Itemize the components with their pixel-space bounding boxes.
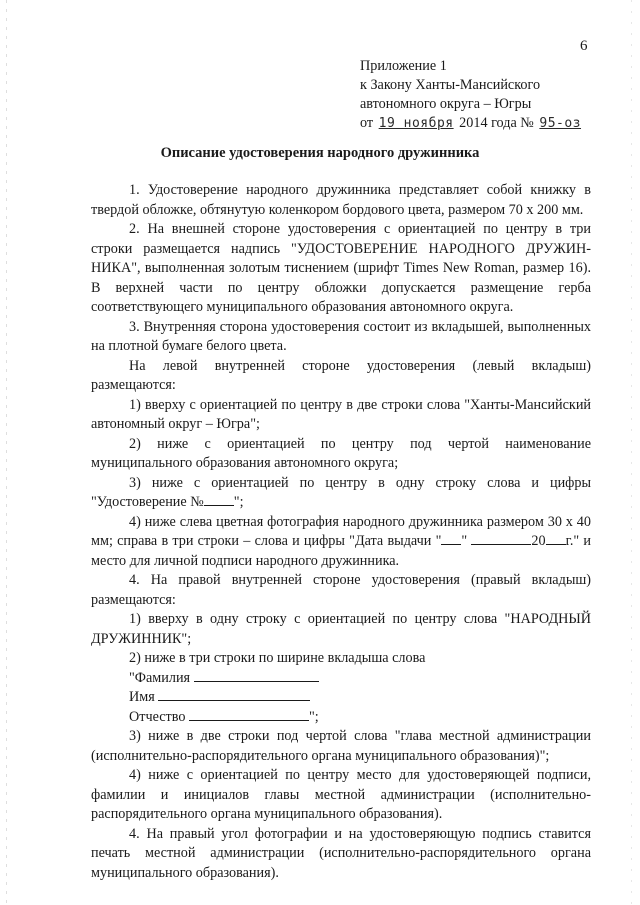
paragraph-1: 1. Удостоверение народного дружинника представляет собой книжку в твердой обложке, обтянутую коленкором бордового цвета, размером 70 х 200 мм. [91, 182, 591, 218]
month-blank [471, 532, 531, 545]
date-year-text: 2014 года № [459, 115, 534, 131]
scan-edge-right [631, 0, 632, 905]
fio-patronymic-label: Отчество [129, 708, 186, 725]
date-prefix: от [360, 115, 374, 131]
fio-name-label: Имя [129, 689, 155, 705]
fio-surname-label: "Фамилия [129, 669, 191, 686]
paragraph-8-end: г." и место для личной подписи народного дружинника. [91, 533, 591, 569]
paragraph-6: 2) ниже с ориентацией по центру под чертой наименование муниципального образования автономного округа; [91, 435, 591, 471]
number-blank [204, 493, 234, 506]
fio-end: "; [308, 708, 319, 725]
appendix-line-2: к Закону Ханты-Мансийского [360, 77, 541, 93]
paragraph-7 [91, 474, 591, 513]
document-title: Описание удостоверения народного дружинника [160, 145, 480, 161]
paragraph-12: 3) ниже в две строки под чертой слова "глава местной администрации (исполнительно-распорядительного органа муниципального образования)"; [91, 728, 591, 764]
appendix-line-1: Приложение 1 [360, 58, 447, 74]
paragraph-5: 1) вверху с ориентацией по центру в две строки слова "Ханты-Мансийский автономный округ – Югра"; [91, 396, 591, 432]
surname-blank [194, 669, 319, 682]
paragraph-7-text: 3) ниже с ориентацией по центру в одну строку слова и цифры "Удостоверение № [91, 474, 591, 510]
paragraph-11: 2) ниже в три строки по ширине вкладыша слова [129, 650, 426, 666]
paragraph-7-end: "; [233, 494, 244, 510]
paragraph-4: На левой внутренней стороне удостоверения (левый вкладыш) размещаются: [91, 357, 591, 393]
handwritten-law-number: 95-оз [539, 116, 582, 131]
paragraph-8-text: 4) ниже слева цветная фотография народного дружинника размером 30 х 40 мм; справа в три строки – слова и цифры "Дата выдачи " [91, 513, 591, 549]
page-number: 6 [580, 38, 588, 54]
paragraph-8 [91, 513, 591, 572]
paragraph-8-quote: " [461, 533, 468, 549]
paragraph-10: 1) вверху в одну строку с ориентацией по центру слова "НАРОДНЫЙ ДРУЖИННИК"; [91, 611, 591, 647]
appendix-header [360, 57, 583, 133]
fio-name-line [91, 688, 591, 708]
scan-edge-left [6, 0, 7, 905]
paragraph-14: 4. На правый угол фотографии и на удостоверяющую подпись ставится печать местной администрации (исполнительно-распорядительного органа муниципального образования). [91, 825, 591, 881]
handwritten-date: 19 ноября [378, 116, 454, 131]
fio-surname-line [91, 669, 591, 689]
paragraph-2: 2. На внешней стороне удостоверения с ориентацией по центру в три строки размещается надпись "УДОСТОВЕРЕНИЕ НАРОДНОГО ДРУЖИН-НИКА", выполненная золотым тиснением (шрифт Times New Roman, размер 16). В верхней части по центру обложки допускается размещение герба соответствующего муниципального образования автономного округа. [91, 221, 591, 315]
paragraph-8-year: 20 [531, 533, 546, 549]
fio-patronymic-line [91, 708, 591, 728]
paragraph-3: 3. Внутренняя сторона удостоверения состоит из вкладышей, выполненных на плотной бумаге белого цвета. [91, 318, 591, 354]
paragraph-13: 4) ниже с ориентацией по центру место для удостоверяющей подписи, фамилии и инициалов главы местной администрации (исполнительно-распорядительного органа муниципального образования). [91, 767, 591, 822]
document-body [91, 181, 591, 883]
name-blank [158, 688, 310, 701]
year-blank [546, 532, 566, 545]
appendix-date-line [360, 114, 583, 133]
day-blank [441, 532, 461, 545]
paragraph-9: 4. На правой внутренней стороне удостоверения (правый вкладыш) размещаются: [91, 572, 591, 608]
appendix-line-3: автономного округа – Югры [360, 96, 532, 112]
patronymic-blank [189, 708, 309, 721]
